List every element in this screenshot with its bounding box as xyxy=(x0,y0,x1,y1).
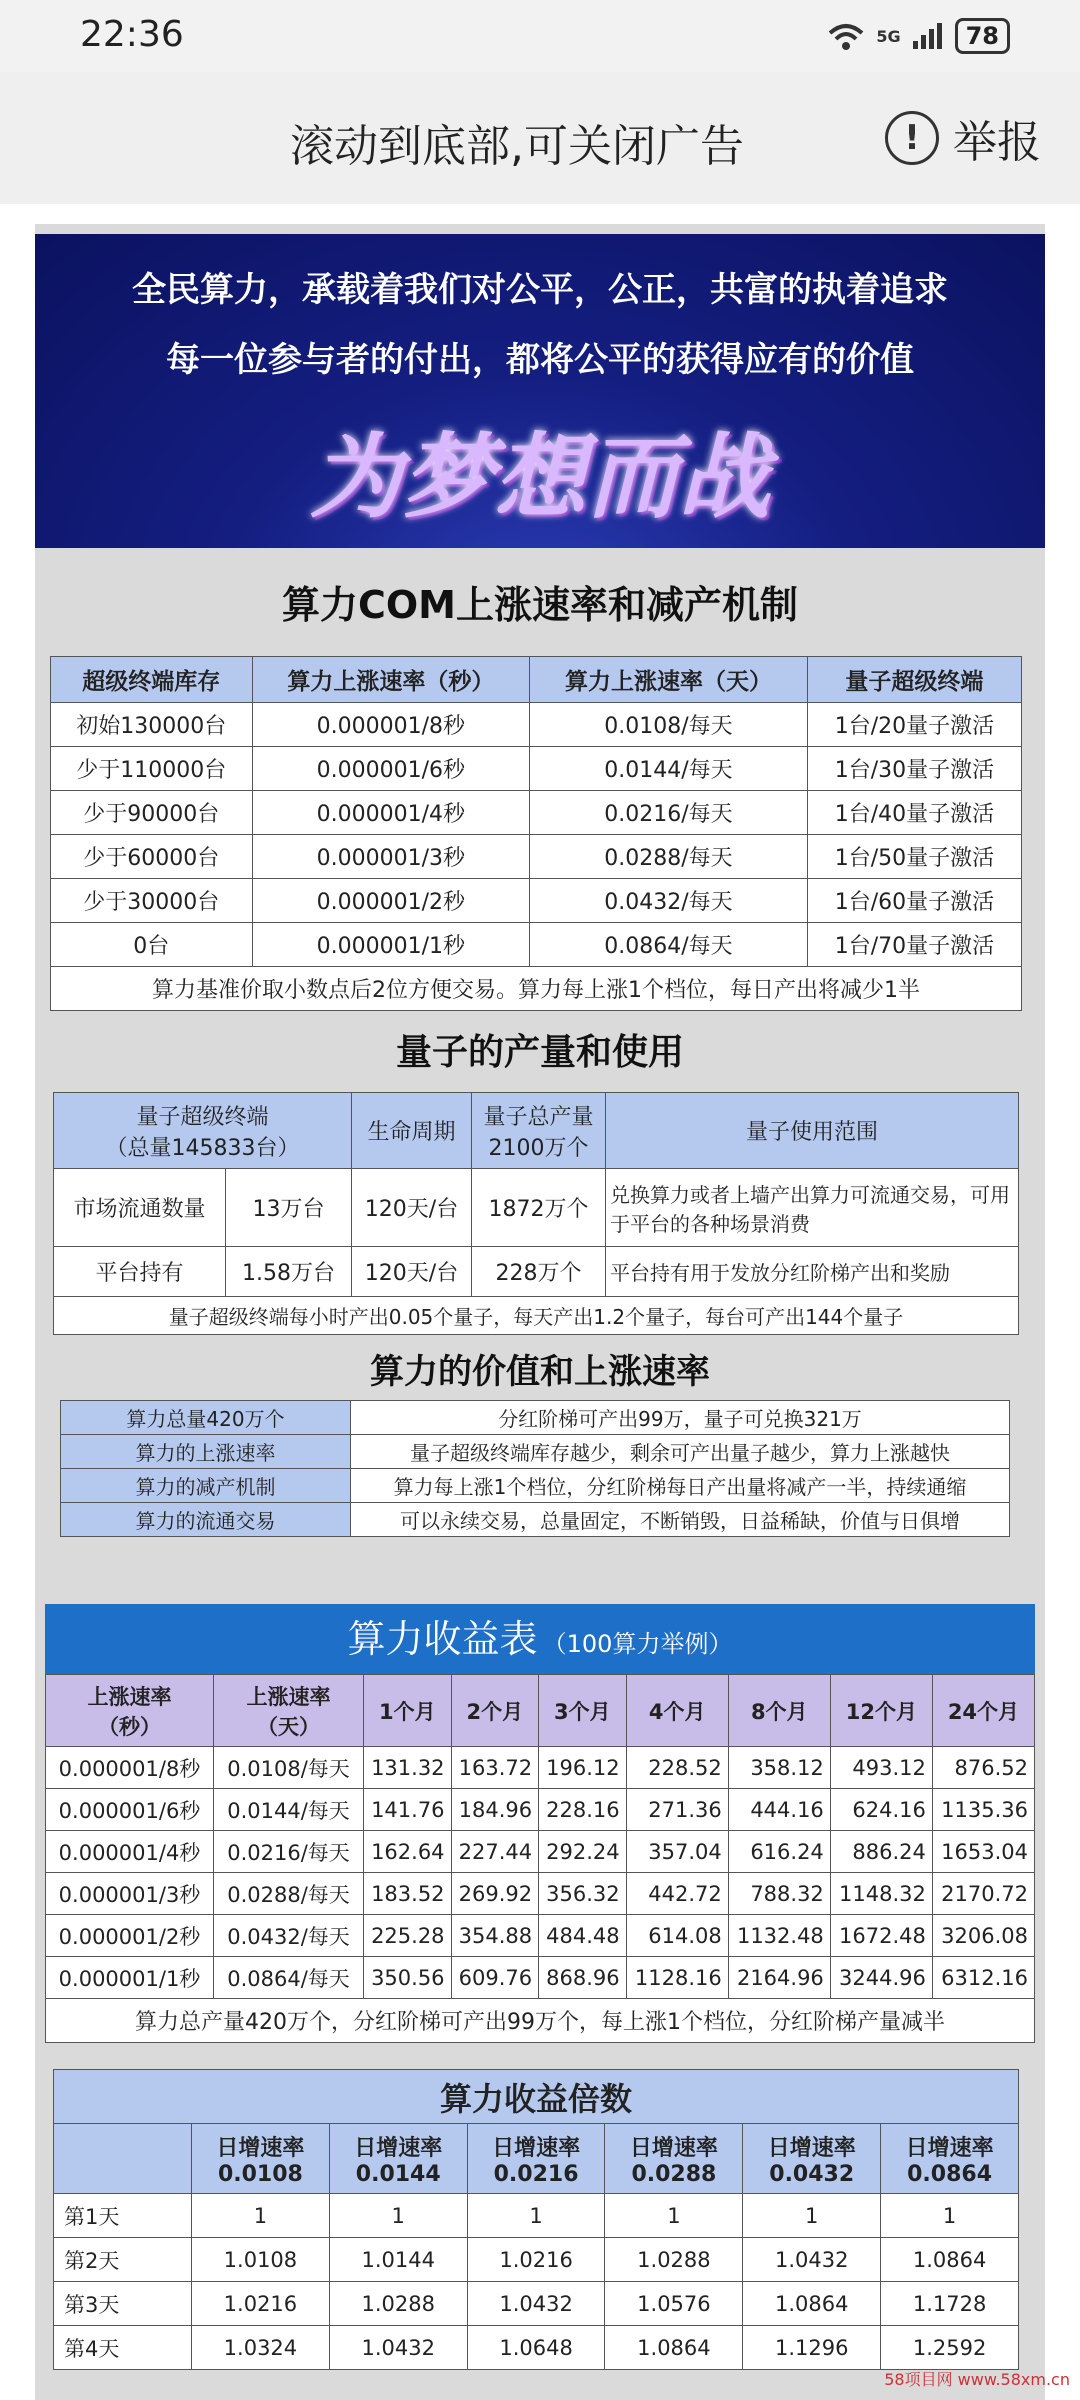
table-cell: 120天/台 xyxy=(352,1169,472,1247)
network-type: 5G xyxy=(876,26,901,46)
table-cell: 1台/70量子激活 xyxy=(807,923,1021,967)
table-row-label: 算力的减产机制 xyxy=(61,1469,351,1503)
ad-top-bar xyxy=(0,72,1080,204)
table-cell: 269.92 xyxy=(451,1873,539,1915)
table-cell: 228.52 xyxy=(626,1747,728,1789)
table-cell: 162.64 xyxy=(364,1831,452,1873)
table-cell: 358.12 xyxy=(728,1747,830,1789)
header-rate-day-unit: （天） xyxy=(257,1714,320,1739)
table-cell: 442.72 xyxy=(626,1873,728,1915)
table-cell: 0.0864/每天 xyxy=(530,923,808,967)
header-rate: 0.0432 xyxy=(769,2161,855,2187)
exclamation-icon: ! xyxy=(885,111,939,165)
table-cell: 1.58万台 xyxy=(226,1247,352,1297)
table-cell: 1653.04 xyxy=(932,1831,1034,1873)
table-cell: 120天/台 xyxy=(352,1247,472,1297)
row-day-label: 第1天 xyxy=(54,2194,192,2238)
table-cell: 0.0288/每天 xyxy=(530,835,808,879)
table-cell: 0.0144/每天 xyxy=(214,1789,364,1831)
table-header: 8个月 xyxy=(728,1675,830,1747)
table-cell: 354.88 xyxy=(451,1915,539,1957)
table-cell: 1672.48 xyxy=(830,1915,932,1957)
table-cell: 196.12 xyxy=(539,1747,627,1789)
table-cell: 0.0108/每天 xyxy=(530,703,808,747)
table-row xyxy=(61,1503,1010,1537)
table-row xyxy=(46,1915,1035,1957)
table-cell: 788.32 xyxy=(728,1873,830,1915)
table-cell: 1台/20量子激活 xyxy=(807,703,1021,747)
table-row xyxy=(61,1469,1010,1503)
table-cell: 2170.72 xyxy=(932,1873,1034,1915)
table-cell: 184.96 xyxy=(451,1789,539,1831)
table-cell: 量子超级终端库存越少，剩余可产出量子越少，算力上涨越快 xyxy=(351,1435,1010,1469)
table-cell: 1.0324 xyxy=(192,2326,330,2370)
table-row-label: 算力的流通交易 xyxy=(61,1503,351,1537)
table-cell: 6312.16 xyxy=(932,1957,1034,1999)
table-row-label: 算力的上涨速率 xyxy=(61,1435,351,1469)
table-cell: 0.000001/3秒 xyxy=(252,835,530,879)
header-terminal: 量子超级终端 xyxy=(136,1104,269,1130)
income-table-title-bar xyxy=(45,1604,1035,1674)
table-header: 量子超级终端 xyxy=(807,657,1021,703)
table-row xyxy=(51,703,1022,747)
table-cell: 2164.96 xyxy=(728,1957,830,1999)
table-cell: 0台 xyxy=(51,923,253,967)
table-cell: 484.48 xyxy=(539,1915,627,1957)
table-cell: 609.76 xyxy=(451,1957,539,1999)
table-row xyxy=(54,2238,1019,2282)
table-cell: 1 xyxy=(329,2194,467,2238)
table-cell: 357.04 xyxy=(626,1831,728,1873)
header-label: 日增速率 xyxy=(492,2135,581,2161)
table-cell: 1.0648 xyxy=(467,2326,605,2370)
header-output: 量子总产量 xyxy=(483,1104,594,1130)
table-cell: 616.24 xyxy=(728,1831,830,1873)
table-cell: 0.0144/每天 xyxy=(530,747,808,791)
table-cell: 0.000001/3秒 xyxy=(46,1873,214,1915)
table-cell: 183.52 xyxy=(364,1873,452,1915)
table-cell: 1132.48 xyxy=(728,1915,830,1957)
table-cell: 228万个 xyxy=(472,1247,606,1297)
header-rate: 0.0144 xyxy=(355,2161,441,2187)
table-header xyxy=(54,1093,352,1169)
table-header: 生命周期 xyxy=(352,1093,472,1169)
table-row xyxy=(51,835,1022,879)
table-row xyxy=(51,879,1022,923)
header-output-total: 2100万个 xyxy=(488,1135,589,1161)
signal-icon xyxy=(911,21,945,51)
table-cell: 0.000001/4秒 xyxy=(46,1831,214,1873)
table-cell: 1台/30量子激活 xyxy=(807,747,1021,791)
table-cell: 444.16 xyxy=(728,1789,830,1831)
table-cell: 131.32 xyxy=(364,1747,452,1789)
table-header xyxy=(881,2124,1019,2194)
table-cell: 少于30000台 xyxy=(51,879,253,923)
header-rate: 0.0288 xyxy=(631,2161,717,2187)
table-header xyxy=(192,2124,330,2194)
table-cell: 平台持有用于发放分红阶梯产出和奖励 xyxy=(606,1247,1019,1297)
header-label: 日增速率 xyxy=(767,2135,856,2161)
banner-line-1: 全民算力，承载着我们对公平，公正，共富的执着追求 xyxy=(132,270,948,310)
header-label: 日增速率 xyxy=(354,2135,443,2161)
table-header: 24个月 xyxy=(932,1675,1034,1747)
table-header xyxy=(605,2124,743,2194)
table2-title: 量子的产量和使用 xyxy=(395,1032,684,1073)
table-cell: 225.28 xyxy=(364,1915,452,1957)
table-header: 4个月 xyxy=(626,1675,728,1747)
table-row xyxy=(61,1401,1010,1435)
table-cell: 228.16 xyxy=(539,1789,627,1831)
table-cell: 163.72 xyxy=(451,1747,539,1789)
banner-slogan: 为梦想而战 xyxy=(309,424,770,531)
table-cell: 3206.08 xyxy=(932,1915,1034,1957)
table-cell: 0.0864/每天 xyxy=(214,1957,364,1999)
table-row xyxy=(51,923,1022,967)
multiplier-table-title: 算力收益倍数 xyxy=(54,2070,1019,2124)
table-cell: 1.0216 xyxy=(467,2238,605,2282)
table-cell: 868.96 xyxy=(539,1957,627,1999)
table-cell: 0.000001/6秒 xyxy=(46,1789,214,1831)
multiplier-table-block xyxy=(53,2069,1019,2370)
banner-line-2: 每一位参与者的付出，都将公平的获得应有的价值 xyxy=(166,340,914,380)
table-cell: 0.000001/1秒 xyxy=(46,1957,214,1999)
table-row-label: 算力总量420万个 xyxy=(61,1401,351,1435)
table-cell: 可以永续交易，总量固定，不断销毁，日益稀缺，价值与日俱增 xyxy=(351,1503,1010,1537)
header-label: 日增速率 xyxy=(629,2135,718,2161)
table-cell: 1.0864 xyxy=(605,2326,743,2370)
table-cell: 1.0864 xyxy=(881,2238,1019,2282)
table-cell: 0.0432/每天 xyxy=(530,879,808,923)
table-header: 2个月 xyxy=(451,1675,539,1747)
header-terminal-total: （总量145833台） xyxy=(105,1135,300,1161)
table-row xyxy=(51,791,1022,835)
table-multiplier xyxy=(53,2069,1019,2370)
battery-icon: 78 xyxy=(955,18,1010,54)
income-table-subtitle: （100算力举例） xyxy=(542,1630,733,1658)
table-cell: 350.56 xyxy=(364,1957,452,1999)
header-rate-sec: 上涨速率 xyxy=(87,1684,172,1709)
table-cell: 0.000001/8秒 xyxy=(46,1747,214,1789)
table-cell: 356.32 xyxy=(539,1873,627,1915)
table-cell: 1.0288 xyxy=(605,2238,743,2282)
table-cell: 1.0216 xyxy=(192,2282,330,2326)
table-cell: 1.2592 xyxy=(881,2326,1019,2370)
table-cell: 1.1296 xyxy=(743,2326,881,2370)
table-cell: 614.08 xyxy=(626,1915,728,1957)
content-area[interactable] xyxy=(0,204,1080,2400)
promo-poster xyxy=(35,224,1045,2400)
watermark: 58项目网 www.58xm.cn xyxy=(884,2370,1070,2389)
table-row xyxy=(46,1831,1035,1873)
table-header xyxy=(467,2124,605,2194)
table-cell: 0.0216/每天 xyxy=(214,1831,364,1873)
table-cell: 1.0432 xyxy=(467,2282,605,2326)
table-header: 3个月 xyxy=(539,1675,627,1747)
table-cell: 0.000001/1秒 xyxy=(252,923,530,967)
table-cell: 141.76 xyxy=(364,1789,452,1831)
table-cell: 13万台 xyxy=(226,1169,352,1247)
table-cell: 1872万个 xyxy=(472,1169,606,1247)
table-header: 超级终端库存 xyxy=(51,657,253,703)
table-note: 量子超级终端每小时产出0.05个量子，每天产出1.2个量子，每台可产出144个量子 xyxy=(54,1297,1019,1335)
table-cell: 市场流通数量 xyxy=(54,1169,226,1247)
table-cell: 0.0432/每天 xyxy=(214,1915,364,1957)
table-header: 算力上涨速率（秒） xyxy=(252,657,530,703)
table-cell: 初始130000台 xyxy=(51,703,253,747)
table-cell: 0.000001/2秒 xyxy=(252,879,530,923)
table-cell: 少于90000台 xyxy=(51,791,253,835)
table-cell: 1台/40量子激活 xyxy=(807,791,1021,835)
table-cell: 0.0288/每天 xyxy=(214,1873,364,1915)
table-cell: 0.0108/每天 xyxy=(214,1747,364,1789)
wifi-icon xyxy=(826,21,866,51)
table-cell: 1.0432 xyxy=(329,2326,467,2370)
header-label: 日增速率 xyxy=(216,2135,305,2161)
table-cell: 少于60000台 xyxy=(51,835,253,879)
table-quantum-output xyxy=(53,1092,1019,1335)
table-cell: 分红阶梯可产出99万，量子可兑换321万 xyxy=(351,1401,1010,1435)
ad-close-hint: 滚动到底部,可关闭广告 xyxy=(290,121,744,172)
table-cell: 1.0576 xyxy=(605,2282,743,2326)
table-header: 1个月 xyxy=(364,1675,452,1747)
table-header: 算力上涨速率（天） xyxy=(530,657,808,703)
table-cell: 1135.36 xyxy=(932,1789,1034,1831)
table-cell: 0.000001/4秒 xyxy=(252,791,530,835)
table-cell: 1.1728 xyxy=(881,2282,1019,2326)
header-rate-sec-unit: （秒） xyxy=(98,1714,161,1739)
table-header xyxy=(743,2124,881,2194)
table-header xyxy=(472,1093,606,1169)
row-day-label: 第3天 xyxy=(54,2282,192,2326)
table-cell: 平台持有 xyxy=(54,1247,226,1297)
table1-title: 算力COM上涨速率和减产机制 xyxy=(281,583,798,627)
table-cell: 1.0144 xyxy=(329,2238,467,2282)
table-income xyxy=(45,1674,1035,2043)
report-button[interactable] xyxy=(885,106,1041,170)
row-day-label: 第4天 xyxy=(54,2326,192,2370)
table-cell: 1.0288 xyxy=(329,2282,467,2326)
table-row xyxy=(54,2194,1019,2238)
table-cell: 1148.32 xyxy=(830,1873,932,1915)
table-row xyxy=(54,2326,1019,2370)
table-cell: 876.52 xyxy=(932,1747,1034,1789)
table-cell: 0.000001/8秒 xyxy=(252,703,530,747)
table-cell: 3244.96 xyxy=(830,1957,932,1999)
status-time: 22:36 xyxy=(80,14,184,55)
table-cell: 算力每上涨1个档位，分红阶梯每日产出量将减产一半，持续通缩 xyxy=(351,1469,1010,1503)
table-cell: 1 xyxy=(192,2194,330,2238)
table-row xyxy=(51,747,1022,791)
report-label: 举报 xyxy=(953,117,1041,168)
header-rate: 0.0108 xyxy=(217,2161,303,2187)
table-header: 量子使用范围 xyxy=(606,1093,1019,1169)
banner xyxy=(35,234,1045,548)
table-cell: 1 xyxy=(743,2194,881,2238)
table-cell: 1 xyxy=(467,2194,605,2238)
table-cell: 292.24 xyxy=(539,1831,627,1873)
table-header xyxy=(214,1675,364,1747)
header-rate-day: 上涨速率 xyxy=(246,1684,331,1709)
table3-title: 算力的价值和上涨速率 xyxy=(370,1352,710,1392)
table-cell: 少于110000台 xyxy=(51,747,253,791)
table-row xyxy=(54,2282,1019,2326)
table-cell: 1128.16 xyxy=(626,1957,728,1999)
table-row xyxy=(46,1873,1035,1915)
table-cell: 1台/60量子激活 xyxy=(807,879,1021,923)
table-cell: 0.000001/6秒 xyxy=(252,747,530,791)
table-cell: 1台/50量子激活 xyxy=(807,835,1021,879)
table-header: 12个月 xyxy=(830,1675,932,1747)
table-value-rate xyxy=(60,1400,1010,1537)
table-row xyxy=(46,1747,1035,1789)
table-cell: 兑换算力或者上墙产出算力可流通交易，可用于平台的各种场景消费 xyxy=(606,1169,1019,1247)
header-label: 日增速率 xyxy=(905,2135,994,2161)
table-cell: 0.000001/2秒 xyxy=(46,1915,214,1957)
row-day-label: 第2天 xyxy=(54,2238,192,2282)
table-header xyxy=(329,2124,467,2194)
table-cell: 1.0432 xyxy=(743,2238,881,2282)
table-cell: 886.24 xyxy=(830,1831,932,1873)
table-header-empty xyxy=(54,2124,192,2194)
table-cell: 624.16 xyxy=(830,1789,932,1831)
table-cell: 493.12 xyxy=(830,1747,932,1789)
system-icons xyxy=(826,18,1010,54)
table-cell: 1 xyxy=(881,2194,1019,2238)
table-cell: 1.0864 xyxy=(743,2282,881,2326)
income-table-block xyxy=(45,1604,1035,2043)
table-cell: 1.0108 xyxy=(192,2238,330,2282)
table-cell: 227.44 xyxy=(451,1831,539,1873)
table-row xyxy=(46,1789,1035,1831)
table-row xyxy=(61,1435,1010,1469)
table-note: 算力总产量420万个，分红阶梯可产出99万个，每上涨1个档位，分红阶梯产量减半 xyxy=(46,1999,1035,2043)
table-header xyxy=(46,1675,214,1747)
table-note: 算力基准价取小数点后2位方便交易。算力每上涨1个档位，每日产出将减少1半 xyxy=(51,967,1022,1011)
table-row xyxy=(46,1957,1035,1999)
income-table-title: 算力收益表 xyxy=(347,1617,538,1661)
header-rate: 0.0864 xyxy=(907,2161,993,2187)
table-cell: 271.36 xyxy=(626,1789,728,1831)
table-rate-mechanism xyxy=(50,656,1022,1011)
table-cell: 0.0216/每天 xyxy=(530,791,808,835)
header-rate: 0.0216 xyxy=(493,2161,579,2187)
table-cell: 1 xyxy=(605,2194,743,2238)
status-bar xyxy=(0,0,1080,72)
